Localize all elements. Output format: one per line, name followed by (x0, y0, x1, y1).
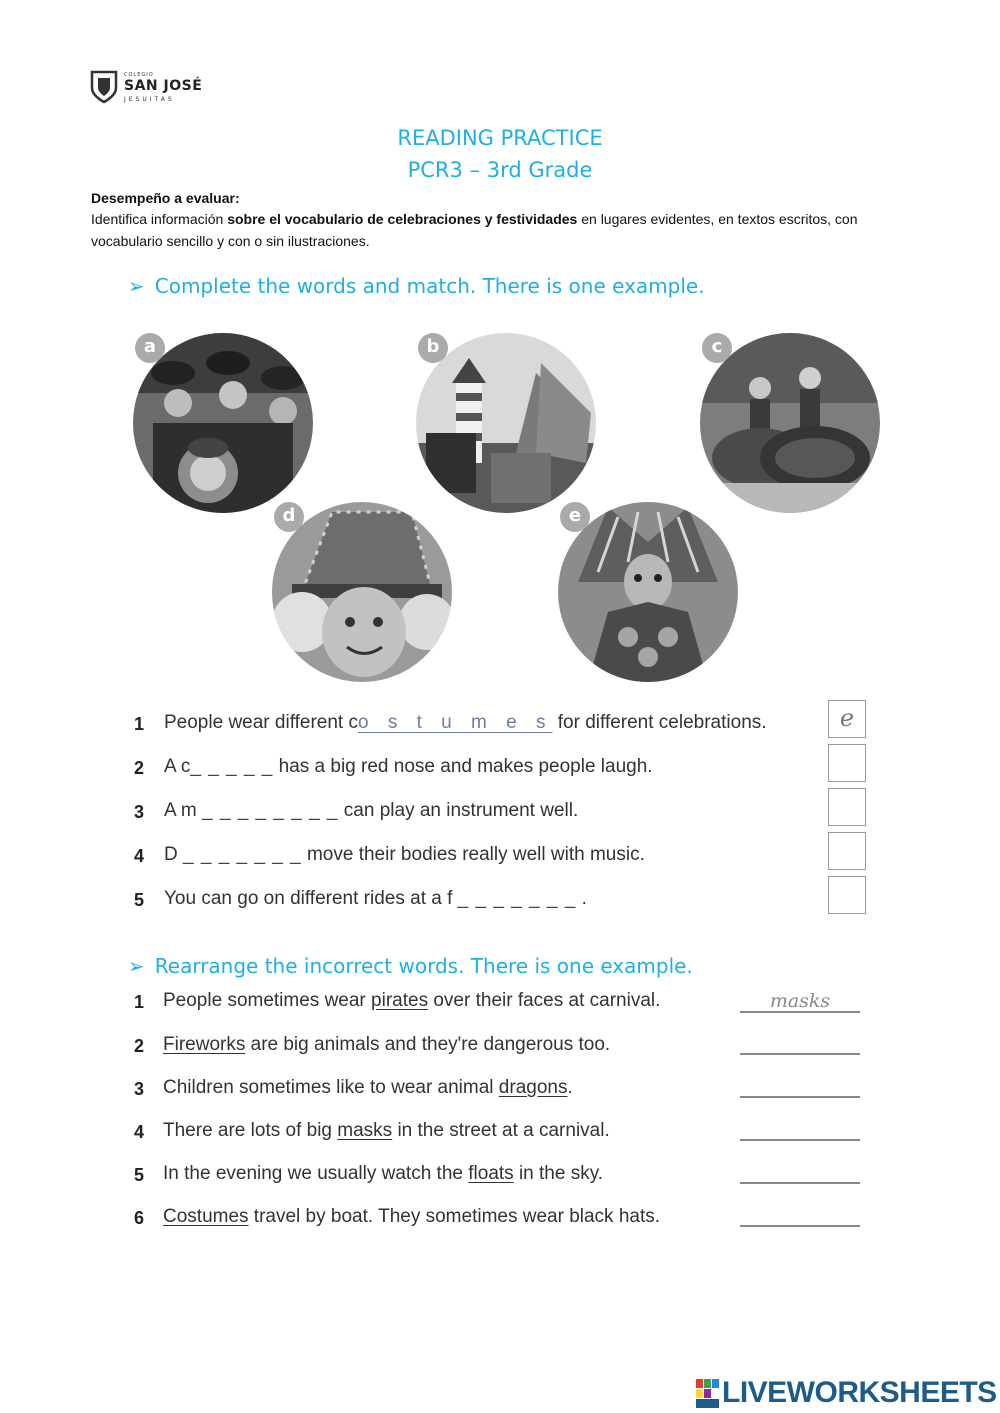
match-number: 5 (134, 890, 145, 910)
answer-line[interactable] (740, 1011, 860, 1013)
incorrect-word: Fireworks (163, 1034, 246, 1055)
incorrect-word: floats (468, 1163, 514, 1184)
rearrange-number: 5 (134, 1165, 145, 1185)
blank-letters[interactable]: _ _ _ _ _ _ _ _ (202, 800, 339, 821)
match-number: 3 (134, 802, 145, 822)
school-logo (90, 70, 210, 110)
photo-e (558, 502, 738, 682)
answer-line[interactable] (740, 1139, 860, 1141)
answer-box[interactable] (828, 788, 866, 826)
answer-box[interactable]: e (828, 700, 866, 738)
match-question-1: People wear different co s t u m e s for different celebrations. (164, 712, 767, 733)
logo-top-text: COLEGIO (124, 72, 154, 78)
blank-letters[interactable]: _ _ _ _ _ (190, 756, 274, 777)
marching-band-photo-icon (133, 333, 313, 513)
helter-skelter-photo-icon (416, 333, 596, 513)
logo-subtext: JESUITAS (124, 96, 175, 103)
section-2-instruction: ➢ Rearrange the incorrect words. There is one example. (128, 954, 693, 978)
photo-label-e: e (560, 502, 590, 532)
incorrect-word: pirates (371, 990, 429, 1011)
logo-name: SAN JOSÉ (124, 78, 203, 94)
blank-letters[interactable]: _ _ _ _ _ _ _ (457, 888, 577, 909)
section-1-instruction: ➢ Complete the words and match. There is one example. (128, 274, 705, 298)
rearrange-number: 1 (134, 992, 145, 1012)
photo-a (133, 333, 313, 513)
rearrange-question-5: In the evening we usually watch the floats in the sky. (163, 1163, 604, 1184)
answer-box[interactable] (828, 876, 866, 914)
answer-line[interactable] (740, 1053, 860, 1055)
rearrange-number: 4 (134, 1122, 145, 1142)
arrow-bullet-icon: ➢ (128, 274, 145, 298)
photo-d (272, 502, 452, 682)
carnival-costume-photo-icon (558, 502, 738, 682)
incorrect-word: Costumes (163, 1206, 249, 1227)
dancers-photo-icon (700, 333, 880, 513)
answer-box[interactable] (828, 744, 866, 782)
rearrange-question-2: Fireworks are big animals and they're dangerous too. (163, 1034, 611, 1055)
liveworksheets-logo-icon (696, 1379, 720, 1409)
photo-label-d: d (274, 502, 304, 532)
shield-icon (90, 70, 118, 104)
incorrect-word: dragons (498, 1077, 568, 1098)
match-question-4: D _ _ _ _ _ _ _ move their bodies really well with music. (164, 844, 645, 865)
photo-label-b: b (418, 333, 448, 363)
match-number: 1 (134, 714, 145, 734)
desempeno-text: Identifica información sobre el vocabulario de celebraciones y festividades en lugares evidentes, en textos escritos, con vocabulario sencillo y con o sin ilustraciones. (91, 211, 858, 249)
rearrange-question-1: People sometimes wear pirates over their faces at carnival. (163, 990, 661, 1011)
answer-box[interactable] (828, 832, 866, 870)
brand-text: LIVEWORKSHEETS (722, 1376, 997, 1409)
match-number: 2 (134, 758, 145, 778)
rearrange-question-3: Children sometimes like to wear animal dragons. (163, 1077, 573, 1098)
match-question-5: You can go on different rides at a f _ _ _ _ _ _ _ . (164, 888, 587, 909)
answer-line[interactable] (740, 1096, 860, 1098)
answer-line[interactable] (740, 1182, 860, 1184)
incorrect-word: masks (337, 1120, 393, 1141)
photo-label-a: a (135, 333, 165, 363)
rearrange-number: 3 (134, 1079, 145, 1099)
rearrange-number: 2 (134, 1036, 145, 1056)
example-filled-word: o s t u m e s (358, 712, 553, 733)
clown-photo-icon (272, 502, 452, 682)
answer-line[interactable] (740, 1225, 860, 1227)
match-number: 4 (134, 846, 145, 866)
match-question-2: A c_ _ _ _ _ has a big red nose and makes people laugh. (164, 756, 653, 777)
rearrange-question-6: Costumes travel by boat. They sometimes wear black hats. (163, 1206, 661, 1227)
rearrange-number: 6 (134, 1208, 145, 1228)
arrow-bullet-icon: ➢ (128, 954, 145, 978)
rearrange-question-4: There are lots of big masks in the street at a carnival. (163, 1120, 610, 1141)
photo-label-c: c (702, 333, 732, 363)
photo-b (416, 333, 596, 513)
photo-c (700, 333, 880, 513)
blank-letters[interactable]: _ _ _ _ _ _ _ (183, 844, 302, 865)
page-title: READING PRACTICE (397, 126, 603, 150)
match-question-3: A m _ _ _ _ _ _ _ _ can play an instrument well. (164, 800, 579, 821)
page-subtitle: PCR3 – 3rd Grade (407, 158, 593, 182)
desempeno-heading: Desempeño a evaluar: (91, 190, 240, 206)
example-answer: masks (769, 990, 831, 1012)
